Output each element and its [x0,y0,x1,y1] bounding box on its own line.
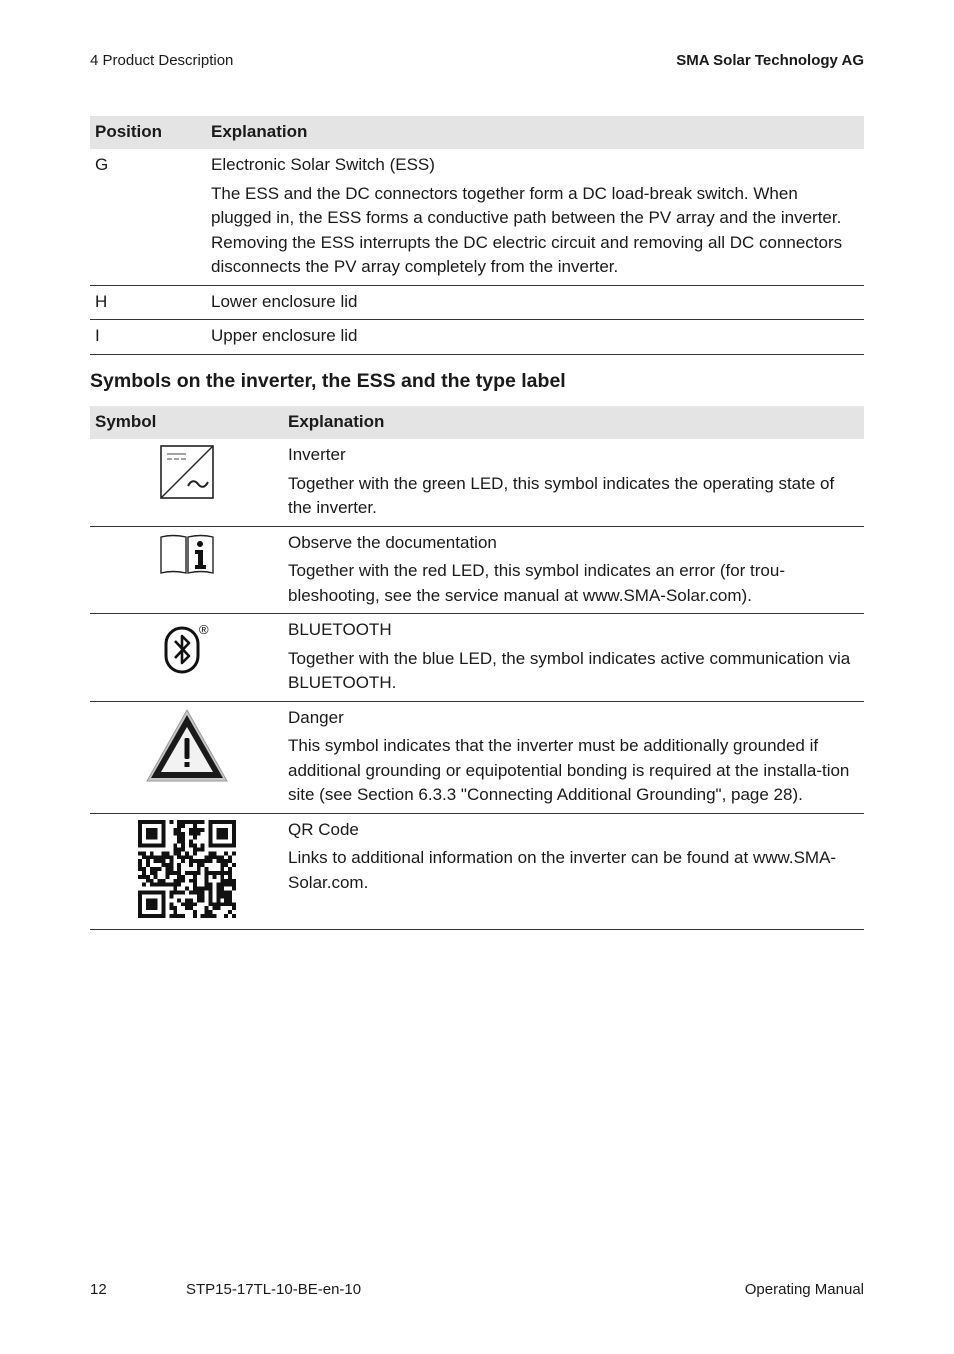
explanation-title: QR Code [288,819,359,839]
explanation-cell [283,526,864,614]
inverter-icon [160,445,214,499]
bluetooth-icon [159,620,215,676]
explanation-text: The ESS and the DC connectors together form a DC load-break switch. When plugged in, the ESS forms a conductive path between the PV array and the inverter. Removing the ESS interrupts the DC electric circuit and removing all DC connectors disconnects the PV array completely from the inverter. [211,183,843,276]
column-header-symbol: Symbol [90,406,283,439]
table-row [90,149,864,285]
document-id: STP15-17TL-10-BE-en-10 [186,1281,362,1298]
symbol-cell [90,813,283,930]
explanation-title: Upper enclosure lid [211,326,358,345]
documentation-icon [159,533,215,575]
symbol-table [90,406,864,930]
qr-code-icon [138,820,236,918]
explanation-cell [283,439,864,526]
explanation-title: BLUETOOTH [288,620,392,639]
explanation-cell [206,320,864,355]
explanation-title: Inverter [288,445,346,464]
table-row [90,526,864,614]
symbol-cell [90,526,283,614]
position-cell: I [90,320,206,355]
section-heading: Symbols on the inverter, the ESS and the type label [90,370,566,392]
danger-icon [145,708,229,784]
running-header-company: SMA Solar Technology AG [676,52,864,69]
position-cell: H [90,285,206,320]
table-row [90,320,864,355]
page-number: 12 [90,1281,107,1298]
explanation-text: Together with the green LED, this symbol indicates the operating state of the inverter. [288,473,835,517]
explanation-title: Lower enclosure lid [211,291,358,311]
explanation-cell [283,614,864,702]
manual-title: Operating Manual [744,1281,864,1298]
explanation-cell [283,813,864,930]
explanation-cell [206,285,864,320]
explanation-cell [206,149,864,285]
table-row [90,614,864,702]
table-row [90,439,864,526]
symbol-cell [90,701,283,813]
explanation-title: Observe the documentation [288,532,497,552]
column-header-explanation: Explanation [283,406,864,439]
table-row [90,285,864,320]
symbol-cell [90,614,283,702]
explanation-text: This symbol indicates that the inverter must be additionally grounded if additional grounding or equipotential bonding is required at the installa-tion site (see Section 6.3.3 "Connecting Additional Grounding", page 28). [288,736,850,804]
running-header-section: 4 Product Description [90,52,234,69]
table-header-row [90,406,864,439]
explanation-text: Together with the blue LED, the symbol indicates active communication via BLUETOOTH. [288,648,851,692]
explanation-cell [283,701,864,813]
column-header-position: Position [90,116,206,149]
table-row [90,701,864,813]
explanation-title: Electronic Solar Switch (ESS) [211,155,435,174]
table-header-row [90,116,864,149]
column-header-explanation: Explanation [206,116,864,149]
explanation-text: Links to additional information on the inverter can be found at www.SMA-Solar.com. [288,848,837,892]
registered-mark: ® [198,622,209,637]
table-row [90,813,864,930]
explanation-title: Danger [288,707,344,727]
explanation-text: Together with the red LED, this symbol indicates an error (for trou-bleshooting, see the service manual at www.SMA-Solar.com). [288,561,785,605]
position-table [90,116,864,355]
position-cell: G [90,149,206,285]
symbol-cell [90,439,283,526]
